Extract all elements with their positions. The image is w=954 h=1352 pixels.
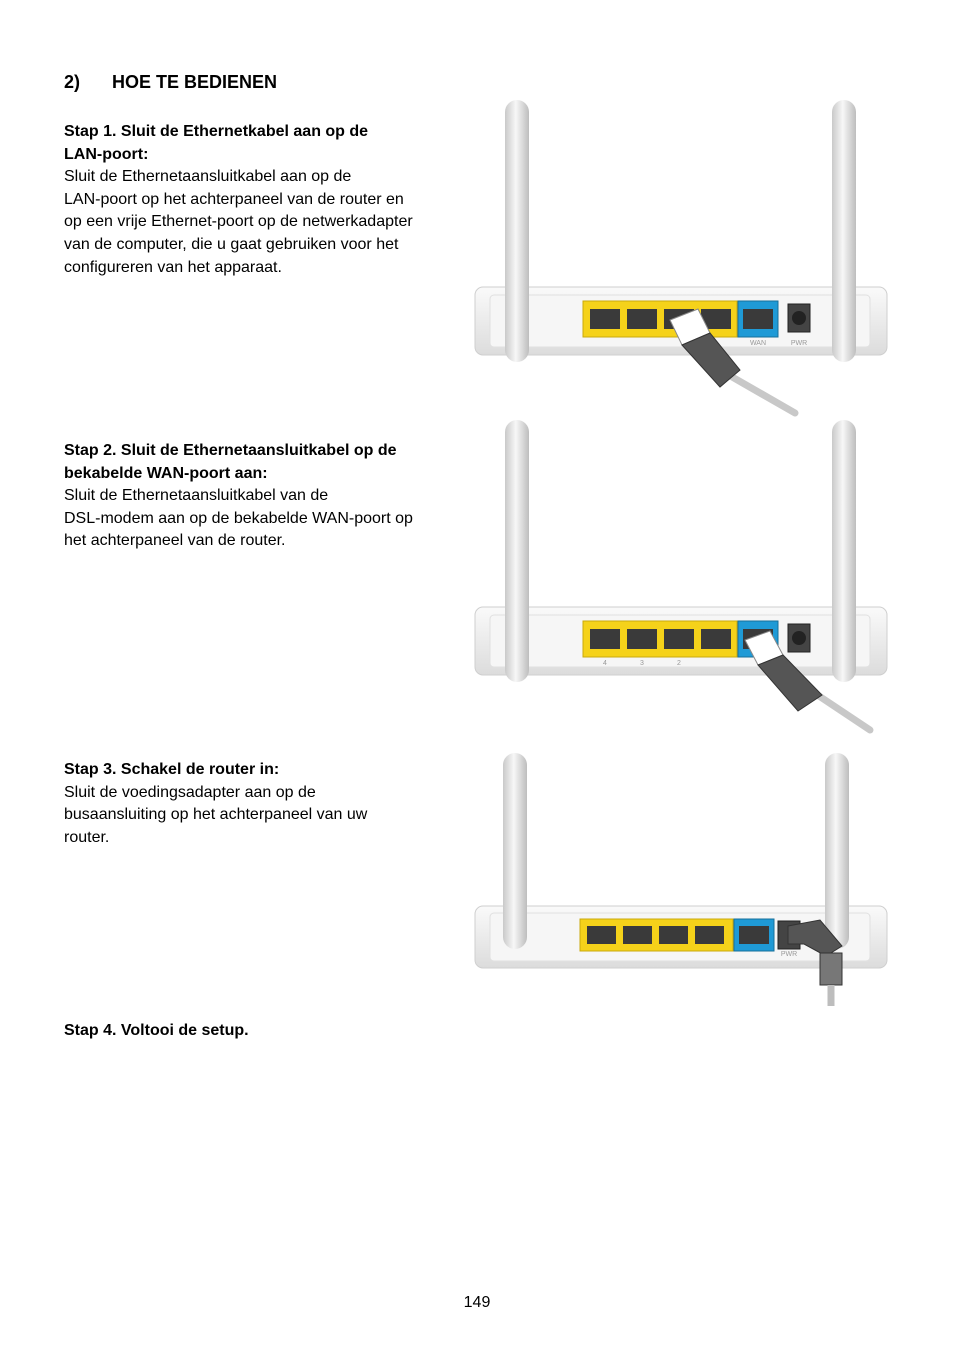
- lan-number-label: 3: [640, 660, 644, 667]
- power-jack-hole: [792, 311, 806, 325]
- step-2-title: [64, 440, 464, 485]
- antenna-left: [503, 753, 527, 949]
- wan-port: [739, 926, 769, 944]
- step-3: [64, 759, 464, 849]
- lan-number-label: 4: [603, 660, 607, 667]
- lan-port: [590, 309, 620, 329]
- antenna-left: [505, 100, 529, 362]
- lan-port: [590, 629, 620, 649]
- step-2: [64, 440, 464, 553]
- lan-port: [623, 926, 652, 944]
- lan-port: [627, 309, 657, 329]
- antenna-left: [505, 420, 529, 682]
- step-3-body-line: router.: [64, 828, 110, 846]
- section-heading: [64, 72, 277, 93]
- step-1-body-line: van de computer, die u gaat gebruiken voor het: [64, 235, 399, 253]
- lan-port: [659, 926, 688, 944]
- power-cable-strain-relief: [820, 953, 842, 985]
- step-1-body-line: op een vrije Ethernet-poort op de netwerkadapter: [64, 213, 413, 231]
- wan-port: [743, 309, 773, 329]
- step-3-body-line: Sluit de voedingsadapter aan op de: [64, 783, 316, 801]
- step-4-title: [64, 1020, 464, 1043]
- step-3-body-line: busaansluiting op het achterpaneel van uw: [64, 806, 368, 824]
- step-1-body-line: LAN-poort op het achterpaneel van de router en: [64, 190, 404, 208]
- antenna-right: [832, 100, 856, 362]
- lan-port: [701, 629, 731, 649]
- step-2-body-line: Sluit de Ethernetaansluitkabel van de: [64, 487, 329, 505]
- step-2-title-line: bekabelde WAN-poort aan:: [64, 464, 268, 482]
- antenna-right: [825, 753, 849, 949]
- antenna-right: [832, 420, 856, 682]
- step-1-title-line: Stap 1. Sluit de Ethernetkabel aan op de: [64, 123, 369, 140]
- pwr-label: PWR: [780, 951, 798, 958]
- step-3-body: [64, 782, 464, 850]
- step-1-body: [64, 166, 464, 279]
- wan-label: WAN: [749, 340, 767, 347]
- step-4-title-line: Stap 4. Voltooi de setup.: [64, 1022, 249, 1039]
- page-number: 149: [463, 1294, 491, 1311]
- lan-port: [627, 629, 657, 649]
- step-1-title: [64, 121, 464, 166]
- step-2-body: [64, 485, 464, 553]
- lan-port: [695, 926, 724, 944]
- router-power-figure: [470, 748, 890, 1008]
- step-3-title-line: Stap 3. Schakel de router in:: [64, 761, 280, 778]
- step-1-body-line: Sluit de Ethernetaansluitkabel aan op de: [64, 168, 352, 186]
- power-jack-hole: [792, 631, 806, 645]
- step-2-body-line: het achterpaneel van de router.: [64, 532, 286, 550]
- step-2-title-line: Stap 2. Sluit de Ethernetaansluitkabel op de: [64, 442, 397, 459]
- step-2-body-line: DSL-modem aan op de bekabelde WAN-poort op: [64, 509, 413, 527]
- step-3-title: [64, 759, 464, 782]
- pwr-label: PWR: [790, 340, 808, 347]
- router-lan-figure: [470, 95, 890, 425]
- lan-number-label: 2: [677, 660, 681, 667]
- router-wan-figure: [470, 415, 890, 745]
- step-1: [64, 121, 464, 279]
- lan-port: [664, 629, 694, 649]
- section-title: HOE TE BEDIENEN: [112, 72, 278, 92]
- step-1-title-line: LAN-poort:: [64, 145, 149, 163]
- step-4: [64, 1020, 464, 1043]
- lan-port: [587, 926, 616, 944]
- section-number: 2): [64, 72, 81, 92]
- step-1-body-line: configureren van het apparaat.: [64, 258, 282, 276]
